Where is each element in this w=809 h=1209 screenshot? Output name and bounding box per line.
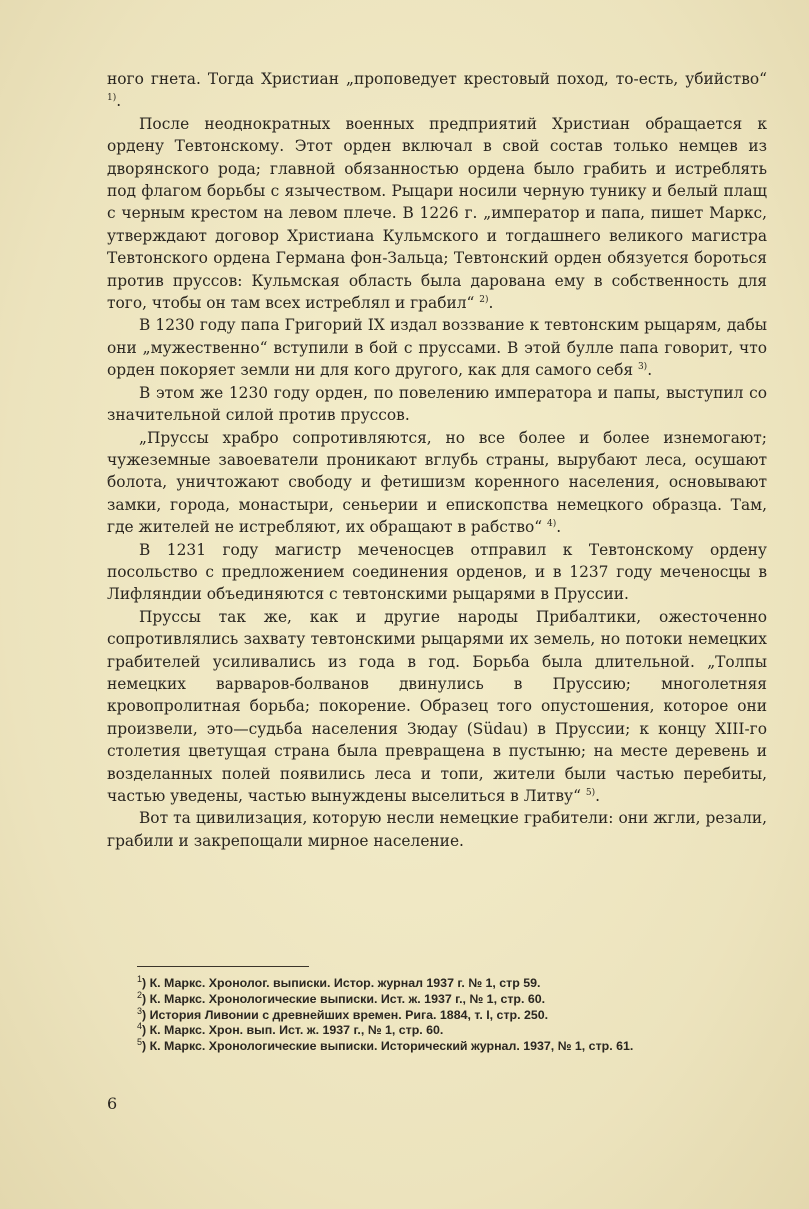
footnote-divider	[137, 966, 309, 967]
footnote-1: $^1$) К. Маркс. Хронолог. выписки. Истор. журнал 1937 г. № 1, стр 59.	[137, 973, 541, 990]
paragraph-4: В этом же 1230 году орден, по повелению императора и папы, выступил со значительной силой против пруссов.	[107, 383, 767, 425]
footnote-ref-1: 1)	[107, 93, 117, 104]
footnote-5: $^5$) К. Маркс. Хронологические выписки. Исторический журнал. 1937, № 1, стр. 61.	[137, 1037, 634, 1054]
paragraph-5: „Пруссы храбро сопротивляются, но все более и более изнемогают; чужеземные завоеватели проникают вглубь страны, вырубают леса, осушают болота, уничтожают свободу и фетишизм коренного населения, основывают замки, города, монастыри, сеньерии и епископства немецкого образца. Там, где жителей не истребляют, их обращают в рабство“ $^{4)}$.	[107, 428, 767, 537]
page-number: 6	[107, 1094, 118, 1113]
footnote-2: $^2$) К. Маркс. Хронологические выписки. Ист. ж. 1937 г., № 1, стр. 60.	[137, 989, 546, 1006]
footnotes	[137, 973, 767, 1055]
footnote-4: $^4$) К. Маркс. Хрон. вып. Ист. ж. 1937 г., № 1, стр. 60.	[137, 1021, 444, 1038]
footnote-ref-4: 4)	[547, 519, 557, 529]
body-text	[107, 68, 767, 852]
paragraph-2: После неоднократных военных предприятий Христиан обращается к ордену Тевтонскому. Этот орден включал в свой состав только немцев из дворянского рода; главной обязанностью ордена было грабить и истреблять под флагом борьбы с язычеством. Рыцари носили черную тунику и белый плащ с черным крестом на левом плече. В 1226 г. „император и папа, пишет Маркс, утверждают договор Христиана Кульмского и тогдашнего великого магистра Тевтонского ордена Германа фон-Зальца; Тевтонский орден обязуется бороться против пруссов: Кульмская область была дарована ему в собственность для того, чтобы он там всех истреблял и грабил“ $^{2)}$.	[107, 114, 767, 313]
paragraph-7: Пруссы так же, как и другие народы Прибалтики, ожесточенно сопротивлялись захвату тевтонскими рыцарями их земель, но потоки немецких грабителей усиливались из года в год. Борьба была длительной. „Толпы немецких варваров-болванов двинулись в Пруссию; многолетняя кровопролитная борьба; покорение. Образец того опустошения, которое они произвели, это—судьба населения Зюдау (Südau) в Пруссии; к концу XIII-го столетия цветущая страна была превращена в пустыню; на месте деревень и возделанных полей появились леса и топи, жители были частью перебиты, частью уведены, частью вынуждены выселиться в Литву“ $^{5)}$.	[107, 607, 767, 805]
footnote-ref-3: 3)	[637, 362, 648, 373]
footnote-3: $^3$) История Ливонии с древнейших времен. Рига. 1884, т. I, стр. 250.	[137, 1005, 549, 1022]
paragraph-8: Вот та цивилизация, которую несли немецкие грабители: они жгли, резали, грабили и закрепощали мирное население.	[107, 809, 767, 850]
paragraph-6: В 1231 году магистр меченосцев отправил к Тевтонскому ордену посольство с предложением соединения орденов, и в 1237 году меченосцы в Лифляндии объединяются с тевтонскими рыцарями в Пруссии.	[107, 540, 767, 604]
paragraph-1: ного гнета. Тогда Христиан „проповедует крестовый поход, то-есть, убийство“ $^{1)}$.	[107, 70, 767, 111]
footnote-ref-2: 2)	[479, 294, 489, 305]
footnote-ref-5: 5)	[585, 787, 596, 798]
paragraph-3: В 1230 году папа Григорий IX издал воззвание к тевтонским рыцарям, дабы они „мужественно“ вступили в бой с пруссами. В этой булле папа говорит, что орден покоряет земли ни для кого другого, как для самого себя $^{3)}$.	[107, 316, 767, 380]
